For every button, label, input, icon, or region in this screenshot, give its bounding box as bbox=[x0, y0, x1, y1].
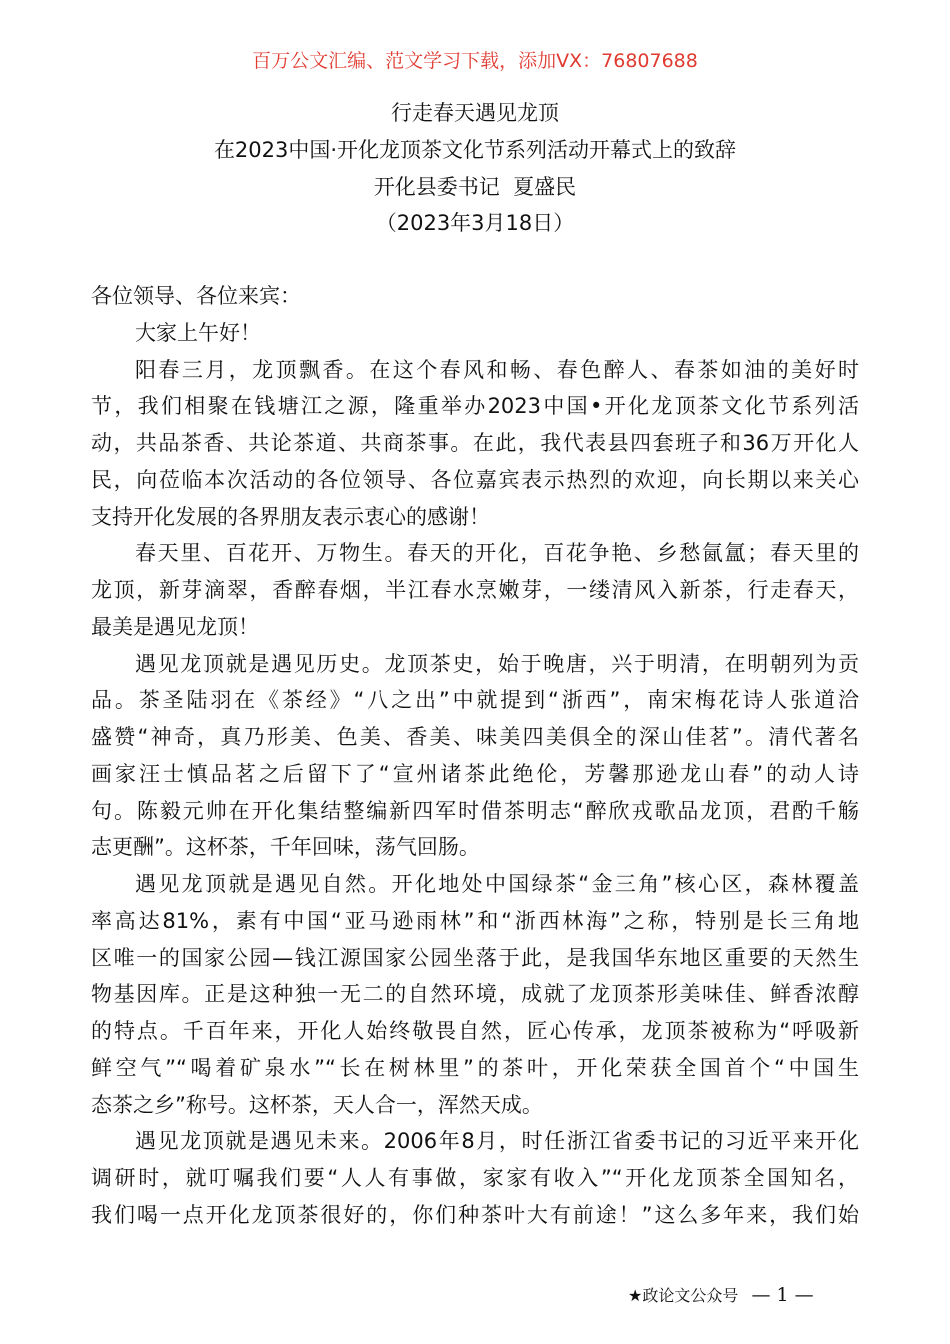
paragraph-line: 率高达81%，素有中国“亚马逊雨林”和“浙西林海”之称，特别是长三角地 bbox=[91, 908, 859, 933]
subtitle: 在2023中国·开化龙顶茶文化节系列活动开幕式上的致辞 bbox=[213, 137, 737, 162]
paragraph-line: 动，共品茶香、共论茶道、共商茶事。在此，我代表县四套班子和36万开化人 bbox=[91, 431, 859, 455]
paragraph-line: 遇见龙顶就是遇见未来。2006年8月，时任浙江省委书记的习近平来开化 bbox=[135, 1129, 859, 1154]
paragraph-line: 最美是遇见龙顶！ bbox=[91, 614, 259, 639]
promo-banner: 百万公文汇编、范文学习下载，添加VX：76807688 bbox=[252, 50, 698, 72]
paragraph-line: 画家汪士慎品茗之后留下了“宣州诸茶此绝伦，芳馨那逊龙山春”的动人诗 bbox=[91, 761, 859, 786]
paragraph-line: 的特点。千百年来，开化人始终敬畏自然，匠心传承，龙顶茶被称为“呼吸新 bbox=[91, 1019, 859, 1043]
paragraph-line: 节，我们相聚在钱塘江之源，隆重举办2023中国•开化龙顶茶文化节系列活 bbox=[91, 394, 859, 419]
paragraph-line: 句。陈毅元帅在开化集结整编新四军时借茶明志“醉欣戎歌品龙顶，君酌千觞 bbox=[91, 798, 859, 823]
paragraph-line: 龙顶，新芽滴翠，香醉春烟，半江春水烹嫩芽，一缕清风入新茶，行走春天， bbox=[91, 578, 859, 602]
date: （2023年3月18日） bbox=[375, 211, 575, 236]
paragraph-line: 我们喝一点开化龙顶茶很好的，你们种茶叶大有前途！”这么多年来，我们始 bbox=[91, 1202, 859, 1227]
paragraph-line: 区唯一的国家公园—钱江源国家公园坐落于此，是我国华东地区重要的天然生 bbox=[91, 945, 859, 970]
footer-source: ★政论文公众号 bbox=[628, 1286, 739, 1305]
paragraph-line: 物基因库。正是这种独一无二的自然环境，成就了龙顶茶形美味佳、鲜香浓醇 bbox=[91, 982, 859, 1007]
paragraph-line: 志更酬”。这杯茶，千年回味，荡气回肠。 bbox=[91, 835, 480, 860]
paragraph-line: 春天里、百花开、万物生。春天的开化，百花争艳、乡愁氤氲；春天里的 bbox=[135, 541, 859, 566]
paragraph-line: 盛赞“神奇，真乃形美、色美、香美、味美四美俱全的深山佳茗”。清代著名 bbox=[91, 725, 859, 749]
paragraph-line: 遇见龙顶就是遇见历史。龙顶茶史，始于晚唐，兴于明清，在明朝列为贡 bbox=[135, 651, 859, 676]
paragraph-line: 支持开化发展的各界朋友表示衷心的感谢！ bbox=[91, 504, 490, 529]
paragraph-line: 遇见龙顶就是遇见自然。开化地处中国绿茶“金三角”核心区，森林覆盖 bbox=[135, 872, 859, 896]
page-number: — 1 — bbox=[751, 1284, 814, 1306]
author: 开化县委书记 夏盛民 bbox=[373, 174, 577, 199]
paragraph-line: 鲜空气”“喝着矿泉水”“长在树林里”的茶叶，开化荣获全国首个“中国生 bbox=[91, 1055, 859, 1080]
title-block bbox=[0, 95, 950, 242]
paragraph-line: 大家上午好！ bbox=[135, 320, 261, 345]
main-title: 行走春天遇见龙顶 bbox=[391, 101, 559, 125]
paragraph-line: 品。茶圣陆羽在《茶经》“八之出”中就提到“浙西”，南宋梅花诗人张道洽 bbox=[91, 688, 859, 713]
paragraph-line: 阳春三月，龙顶飘香。在这个春风和畅、春色醉人、春茶如油的美好时 bbox=[135, 357, 859, 382]
paragraph-line: 调研时，就叮嘱我们要“人人有事做，家家有收入”“开化龙顶茶全国知名， bbox=[91, 1166, 859, 1190]
paragraph-line: 态茶之乡”称号。这杯茶，天人合一，浑然天成。 bbox=[91, 1092, 543, 1117]
paragraph-line: 各位领导、各位来宾： bbox=[91, 284, 301, 308]
speech-body bbox=[91, 278, 859, 1234]
paragraph-line: 民，向莅临本次活动的各位领导、各位嘉宾表示热烈的欢迎，向长期以来关心 bbox=[91, 467, 859, 492]
page-footer bbox=[628, 1283, 814, 1306]
